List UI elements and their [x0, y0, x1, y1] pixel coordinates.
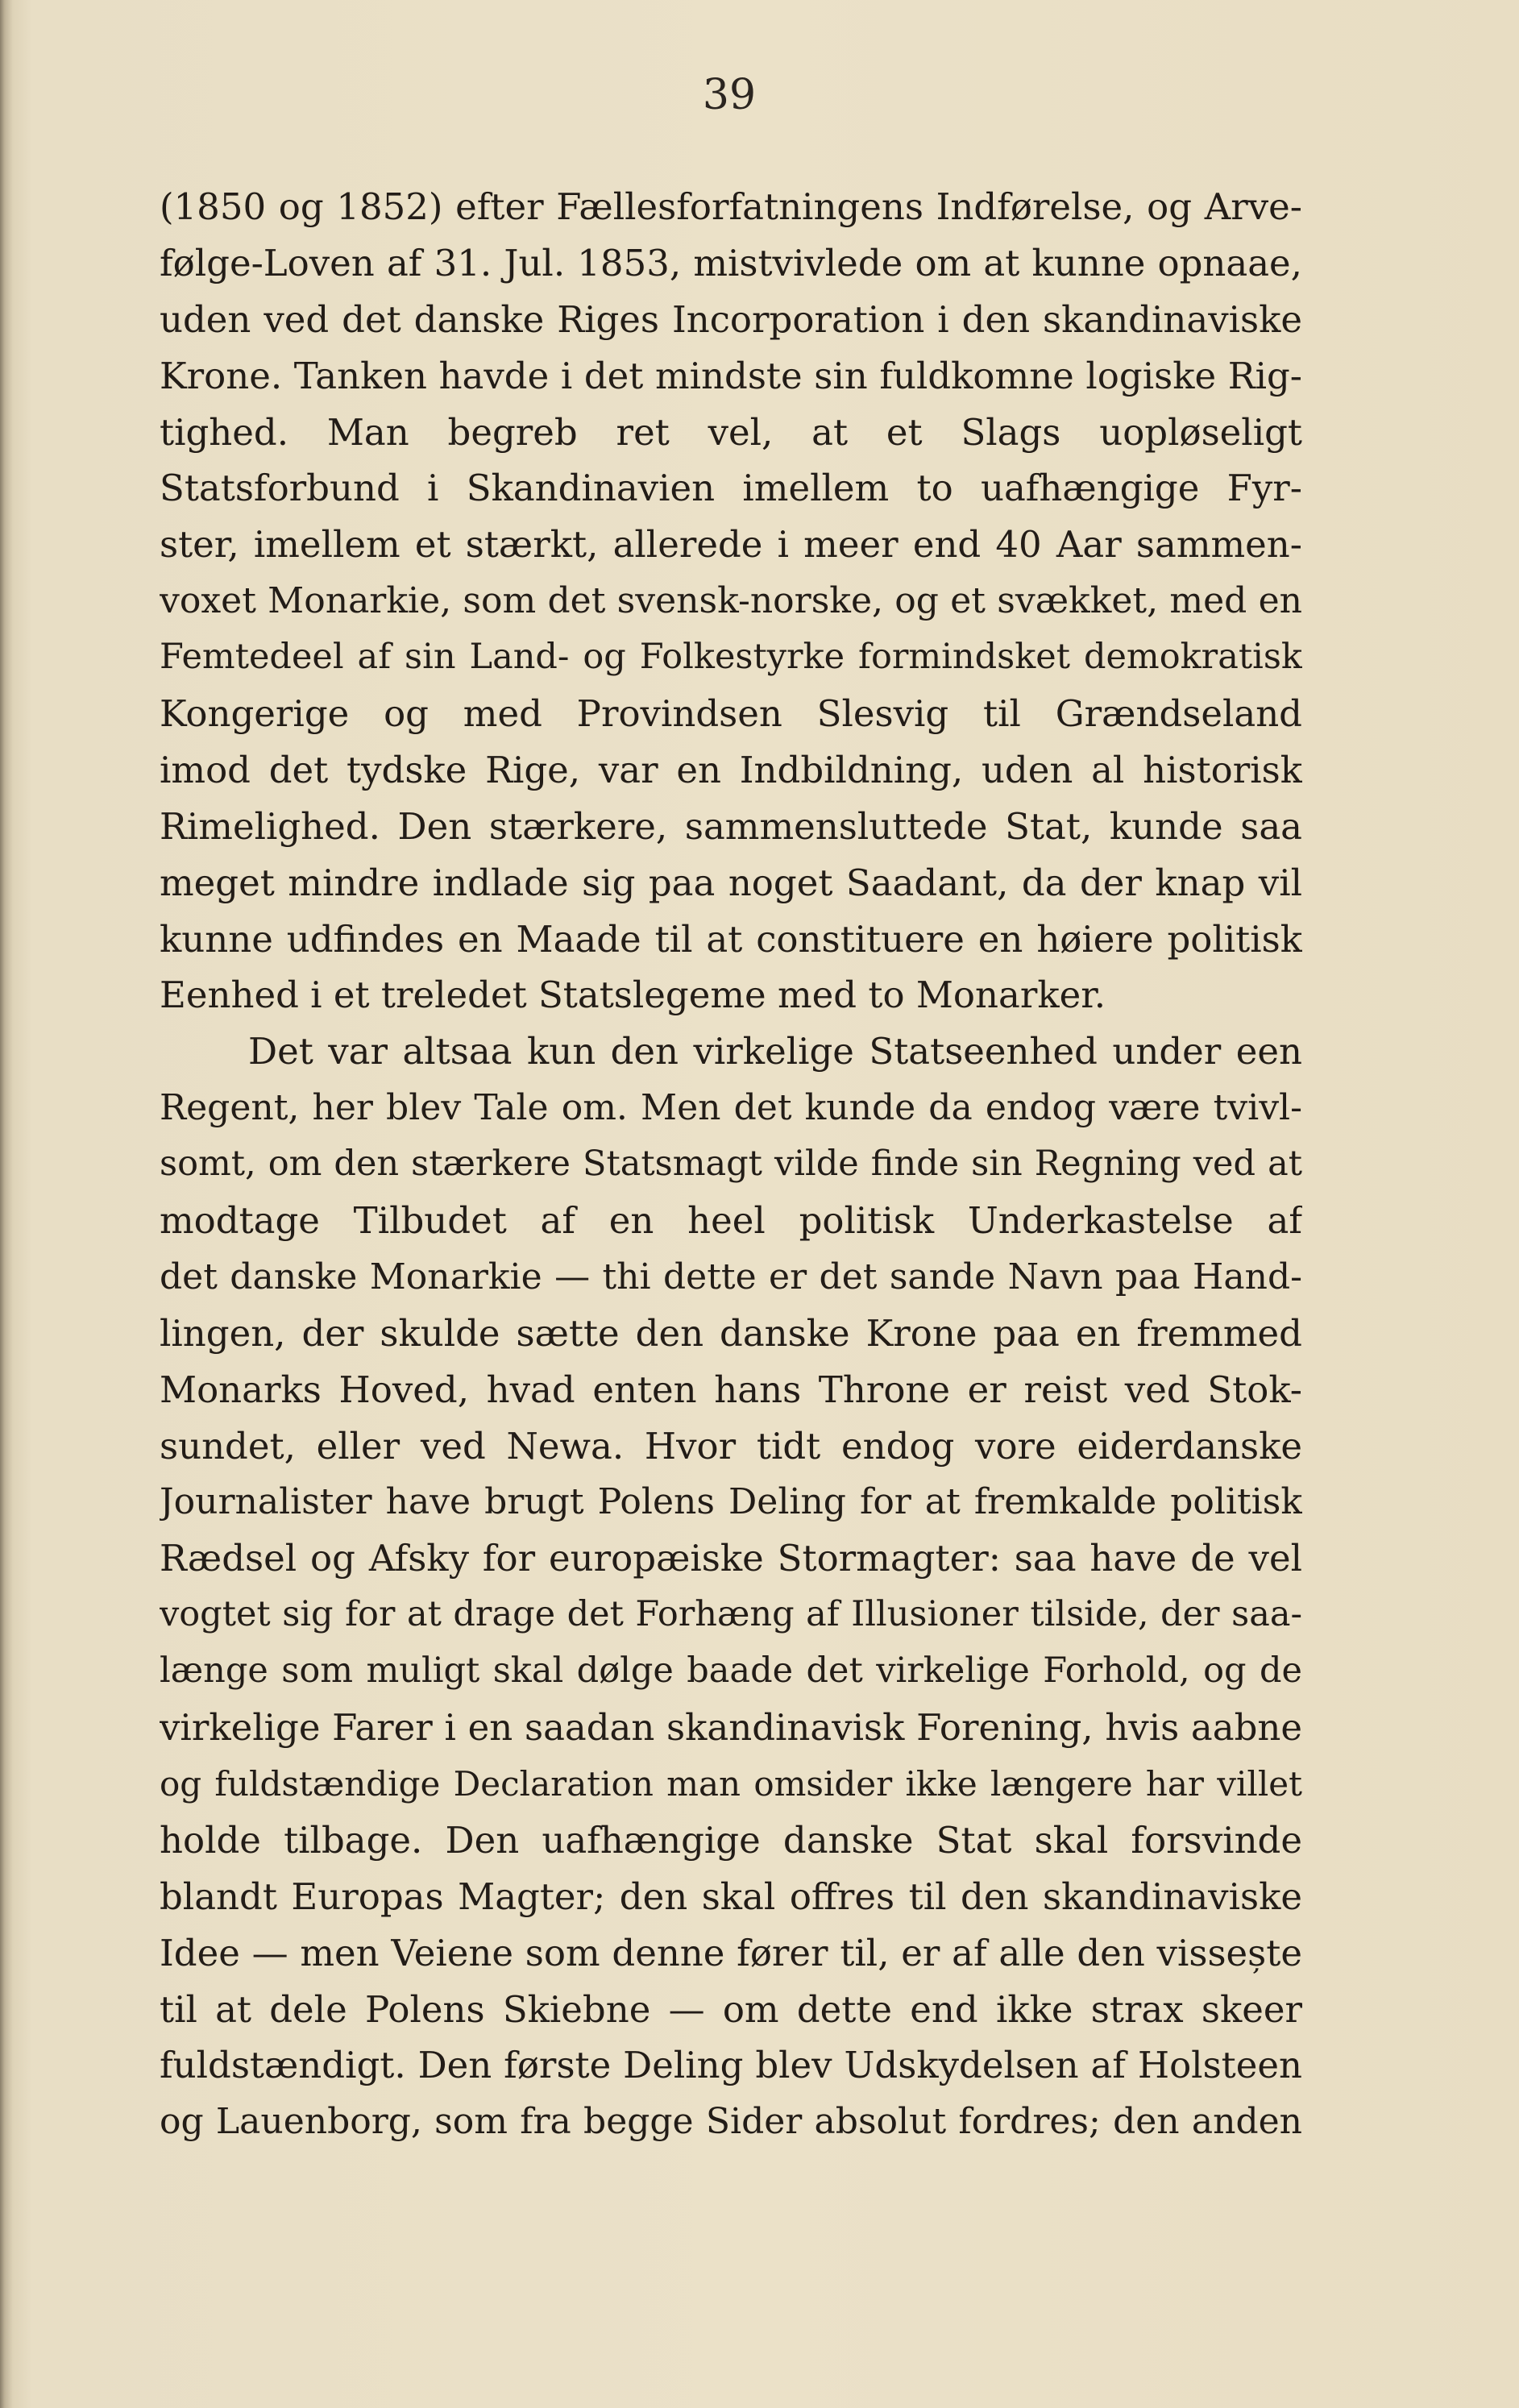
- text-line: fuldstændigt. Den første Deling blev Udskydelsen af Holsteen: [160, 2044, 1302, 2087]
- text-line: holde tilbage. Den uafhængige danske Stat skal forsvinde: [160, 1818, 1302, 1862]
- text-line: voxet Monarkie, som det svensk-norske, og et svækket, med en: [160, 580, 1302, 622]
- text-line: modtage Tilbudet af en heel politisk Underkastelse af: [160, 1199, 1302, 1243]
- text-line: ster, imellem et stærkt, allerede i meer end 40 Aar sammen-: [160, 523, 1302, 567]
- page-number: 39: [702, 71, 757, 119]
- text-line: følge-Loven af 31. Jul. 1853, mistvivlede om at kunne opnaae,: [160, 241, 1302, 284]
- text-line: og Lauenborg, som fra begge Sider absolut fordres; den anden: [160, 2101, 1302, 2143]
- text-line: til at dele Polens Skiebne — om dette end ikke strax skeer: [160, 1987, 1302, 2031]
- text-line: Rimelighed. Den stærkere, sammensluttede Stat, kunde saa: [160, 804, 1302, 848]
- text-line: Regent, her blev Tale om. Men det kunde da endog være tvivl-: [160, 1087, 1302, 1129]
- body-text: [160, 179, 1302, 2150]
- text-line: lingen, der skulde sætte den danske Krone paa en fremmed: [160, 1311, 1302, 1355]
- text-line: Journalister have brugt Polens Deling for at fremkalde politisk: [160, 1481, 1302, 1523]
- text-line: Statsforbund i Skandinavien imellem to uafhængige Fyr-: [160, 467, 1302, 510]
- text-line: Idee — men Veiene som denne fører til, er af alle den vissește: [160, 1931, 1302, 1974]
- text-line: somt, om den stærkere Statsmagt vilde finde sin Regning ved at: [160, 1144, 1302, 1185]
- text-line: Krone. Tanken havde i det mindste sin fuldkomne logiske Rig-: [160, 354, 1302, 397]
- text-line: Eenhed i et treledet Statslegeme med to Monarker.: [160, 974, 1106, 1017]
- text-line: tighed. Man begreb ret vel, at et Slags uopløseligt: [160, 410, 1302, 454]
- text-line: Det var altsaa kun den virkelige Statseenhed under een: [248, 1030, 1302, 1073]
- text-line: kunne udfindes en Maade til at constituere en høiere politisk: [160, 917, 1302, 961]
- text-line: vogtet sig for at drage det Forhæng af Illusioner tilside, der saa-: [160, 1594, 1302, 1635]
- text-line: Monarks Hoved, hvad enten hans Throne er reist ved Stok-: [160, 1368, 1302, 1411]
- text-line: uden ved det danske Riges Incorporation i den skandinaviske: [160, 297, 1302, 341]
- text-line: Femtedeel af sin Land- og Folkestyrke formindsket demokratisk: [160, 637, 1302, 678]
- text-line: Rædsel og Afsky for europæiske Stormagter: saa have de vel: [160, 1537, 1302, 1580]
- text-line: blandt Europas Magter; den skal offres til den skandinaviske: [160, 1875, 1302, 1918]
- text-line: længe som muligt skal dølge baade det virkelige Forhold, og de: [160, 1650, 1302, 1692]
- text-line: sundet, eller ved Newa. Hvor tidt endog vore eiderdanske: [160, 1424, 1302, 1468]
- text-line: Kongerige og med Provindsen Slesvig til Grændseland: [160, 692, 1302, 736]
- text-line: det danske Monarkie — thi dette er det sande Navn paa Hand-: [160, 1256, 1302, 1297]
- text-line: meget mindre indlade sig paa noget Saadant, da der knap vil: [160, 861, 1302, 904]
- text-line: imod det tydske Rige, var en Indbildning, uden al historisk: [160, 748, 1302, 791]
- text-line: og fuldstændige Declaration man omsider ikke længere har villet: [160, 1763, 1302, 1804]
- text-line: (1850 og 1852) efter Fællesforfatningens Indførelse, og Arve-: [160, 185, 1302, 228]
- text-line: virkelige Farer i en saadan skandinavisk Forening, hvis aabne: [160, 1706, 1302, 1750]
